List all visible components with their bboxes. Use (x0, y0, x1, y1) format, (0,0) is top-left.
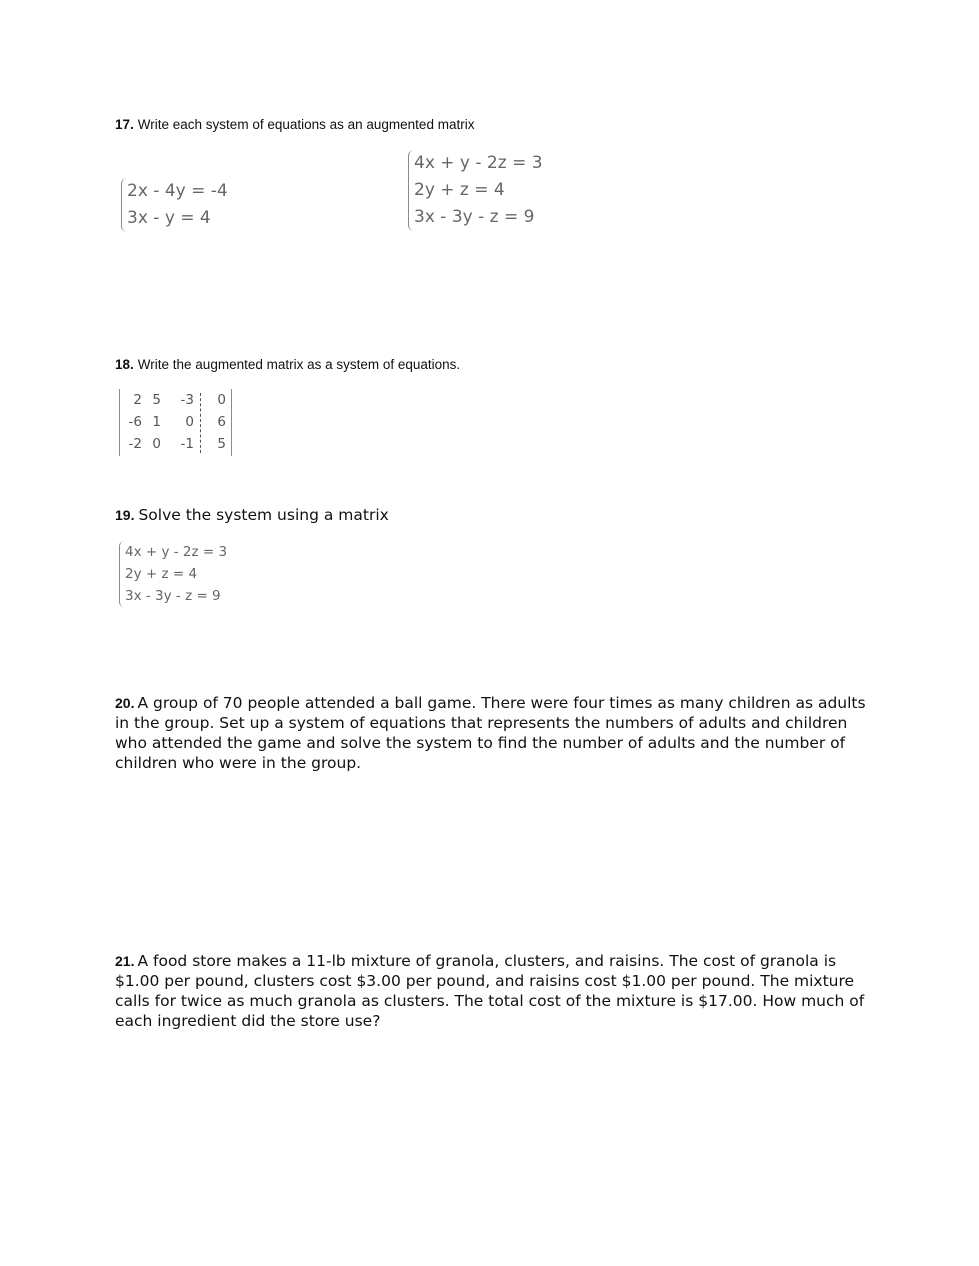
question-text: A group of 70 people attended a ball game. There were four times as many children as adults in the group. Set up a system of equations that represents the numbers of adults and children who attended the game and solve the system to find the number of adults and the number of children who were in the group. (115, 694, 866, 772)
matrix-cell: 0 (185, 414, 194, 430)
equation: 2x - 4y = -4 (127, 181, 228, 201)
matrix-cell: 1 (152, 414, 161, 430)
equation: 2y + z = 4 (125, 566, 198, 582)
equation-system-2var (121, 178, 228, 232)
augment-divider (200, 393, 201, 453)
matrix-cell: 5 (217, 436, 226, 452)
matrix-cell: -6 (128, 414, 142, 430)
matrix-cell: 2 (133, 392, 142, 408)
question-18 (115, 357, 460, 372)
matrix-cell: -2 (128, 436, 142, 452)
matrix-cell: 0 (217, 392, 226, 408)
question-text: Solve the system using a matrix (138, 506, 389, 524)
equation: 4x + y - 2z = 3 (125, 544, 228, 560)
equation: 4x + y - 2z = 3 (414, 153, 543, 173)
equation: 3x - 3y - z = 9 (414, 207, 535, 227)
question-number: 20. (115, 695, 135, 711)
question-21 (115, 951, 875, 1031)
equation-system-3var (408, 150, 543, 231)
matrix-cell: 0 (152, 436, 161, 452)
equation-system-3var (119, 541, 227, 607)
question-number: 19. (115, 507, 135, 523)
question-number: 18. (115, 357, 134, 372)
question-20 (115, 693, 875, 773)
matrix-cell: 5 (152, 392, 161, 408)
question-17 (115, 117, 474, 132)
question-text: Write each system of equations as an augmented matrix (137, 117, 475, 132)
augmented-matrix (119, 389, 232, 456)
question-19 (115, 506, 389, 525)
matrix-cell: -1 (180, 436, 194, 452)
question-number: 17. (115, 117, 134, 132)
matrix-cell: 6 (217, 414, 226, 430)
equation: 3x - 3y - z = 9 (125, 588, 221, 604)
question-text: A food store makes a 11-lb mixture of granola, clusters, and raisins. The cost of granola is $1.00 per pound, clusters cost $3.00 per pound, and raisins cost $1.00 per pound. The mixture calls for twice as much granola as clusters. The total cost of the mixture is $17.00. How much of each ingredient did the store use? (115, 952, 865, 1030)
question-number: 21. (115, 953, 135, 969)
question-text: Write the augmented matrix as a system of equations. (137, 357, 461, 372)
matrix-cell: -3 (180, 392, 194, 408)
equation: 3x - y = 4 (127, 208, 211, 228)
equation: 2y + z = 4 (414, 180, 505, 200)
